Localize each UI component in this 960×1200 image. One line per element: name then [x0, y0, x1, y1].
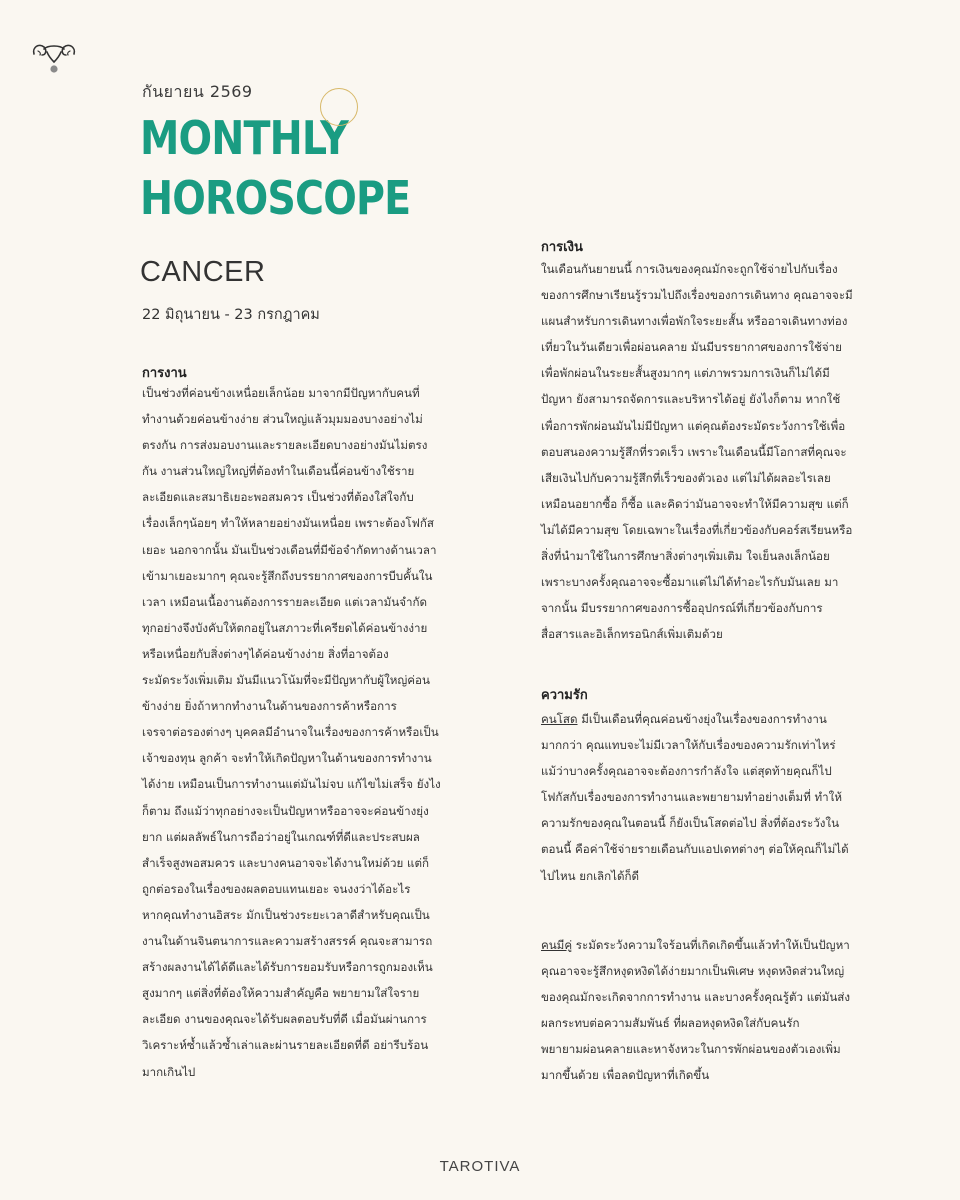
text-line: สื่อสารและอิเล็กทรอนิกส์เพิ่มเติมด้วย: [541, 627, 723, 642]
text-line: หากคุณทำงานอิสระ มักเป็นช่วงระยะเวลาดีสำหรับคุณเป็น: [142, 908, 430, 922]
text-line: ทำงานด้วยค่อนข้างง่าย ส่วนใหญ่แล้วมุมมองบางอย่างไม่: [142, 412, 423, 427]
couple-label: คนมีคู่: [541, 938, 573, 952]
single-label: คนโสด: [541, 712, 578, 726]
text-line: เจรจาต่อรองต่างๆ บุคคลมีอำนาจในเรื่องของการค้าหรือเป็น: [142, 725, 439, 740]
zodiac-sign: CANCER: [140, 256, 266, 288]
text-line: ก็ตาม ถึงแม้ว่าทุกอย่างจะเป็นปัญหาหรืออาจจะค่อนข้างยุ่ง: [142, 803, 429, 818]
text-line: ปัญหา ยังสามารถจัดการและบริหารได้อยู่ ยังไงก็ตาม หากใช้: [541, 392, 841, 407]
text-line: เจ้าของทุน ลูกค้า จะทำให้เกิดปัญหาในด้านของการทำงาน: [142, 751, 432, 766]
text-line: ละเอียด งานของคุณจะได้รับผลตอบรับที่ดี เมื่อมันผ่านการ: [142, 1012, 427, 1027]
text-line: เสียเงินไปกับความรู้สึกที่เร็วของตัวเอง แต่ไม่ได้ผลอะไรเลย: [541, 470, 831, 485]
text-line: เรื่องเล็กๆน้อยๆ ทำให้หลายอย่างมันเหนื่อย เพราะต้องโฟกัส: [142, 516, 434, 531]
finance-paragraph: [541, 256, 853, 647]
text-line: เป็นช่วงที่ค่อนข้างเหนื่อยเล็กน้อย มาจากมีปัญหากับคนที่: [142, 386, 420, 400]
text-line: งานในด้านจินตนาการและความสร้างสรรค์ คุณจะสามารถ: [142, 934, 433, 949]
text-line: ละเอียดและสมาธิเยอะพอสมควร เป็นช่วงที่ต้องใส่ใจกับ: [142, 490, 414, 505]
text-line: ทุกอย่างจึงบังคับให้ตกอยู่ในสภาวะที่เครียดได้ค่อนข้างง่าย: [142, 620, 428, 635]
love-single-line: ตอนนี้ คือค่าใช้จ่ายรายเดือนกับแอปเดทต่างๆ ต่อให้คุณก็ไม่ได้: [541, 842, 849, 857]
text-line: ในเดือนกันยายนนี้ การเงินของคุณมักจะถูกใช้จ่ายไปกับเรื่อง: [541, 262, 838, 276]
love-single-line: ความรักของคุณในตอนนี้ ก็ยังเป็นโสดต่อไป สิ่งที่ต้องระวังใน: [541, 816, 840, 831]
love-couple-line: ผลกระทบต่อความสัมพันธ์ ที่ผลอหงุดหงิดใส่กับคนรัก: [541, 1016, 800, 1031]
text-line: ไม่ได้มีความสุข โดยเฉพาะในเรื่องที่เกี่ยวข้องกับคอร์สเรียนหรือ: [541, 522, 853, 537]
month-year: กันยายน 2569: [142, 82, 253, 101]
text-line: ยาก แต่ผลลัพธ์ในการถือว่าอยู่ในเกณฑ์ที่ดีและประสบผล: [142, 829, 420, 844]
text-line: เที่ยวในวันเดียวเพื่อผ่อนคลาย มันมีบรรยากาศของการใช้จ่าย: [541, 340, 842, 355]
text-line: หรือเหนื่อยกับสิ่งต่างๆได้ค่อนข้างง่าย สิ่งที่อาจต้อง: [142, 646, 389, 661]
love-couple-line: พยายามผ่อนคลายและหาจังหวะในการพักผ่อนของตัวเองเพิ่ม: [541, 1042, 841, 1057]
love-single-line-1: คนโสด มีเป็นเดือนที่คุณค่อนข้างยุ่งในเรื่องของการทำงาน: [541, 712, 827, 726]
love-single-line: โฟกัสกับเรื่องของการทำงานและพยายามทำอย่างเต็มที่ ทำให้: [541, 790, 842, 805]
text-line: เพราะบางครั้งคุณอาจจะซื้อมาแต่ไม่ได้ทำอะไรกับมันเลย มา: [541, 575, 839, 590]
love-couple-paragraph: [541, 932, 850, 1089]
text-line: เข้ามาเยอะมากๆ คุณจะรู้สึกถึงบรรยากาศของการบีบคั้นใน: [142, 568, 433, 583]
text-line: ได้ง่าย เหมือนเป็นการทำงานแต่มันไม่จบ แก้ไขไม่เสร็จ ยังไง: [142, 777, 441, 792]
text-line: เยอะ นอกจากนั้น มันเป็นช่วงเดือนที่มีข้อจำกัดทางด้านเวลา: [142, 542, 437, 557]
title-line-1: MONTHLY: [140, 111, 348, 165]
love-couple-line: มากขึ้นด้วย เพื่อลดปัญหาที่เกิดขึ้น: [541, 1068, 710, 1083]
love-single-line: ไปไหน ยกเลิกได้ก็ดี: [541, 868, 640, 883]
text-line: ตอบสนองความรู้สึกที่รวดเร็ว เพราะในเดือนนี้มีโอกาสที่คุณจะ: [541, 444, 847, 459]
page-title: [140, 108, 410, 228]
love-couple-line: ของคุณมักจะเกิดจากการทำงาน และบางครั้งคุณรู้ตัว แต่มันส่ง: [541, 990, 851, 1005]
text-line: ของการศึกษาเรียนรู้รวมไปถึงเรื่องของการเดินทาง คุณอาจจะมี: [541, 288, 853, 303]
text-line: ถูกต่อรองในเรื่องของผลตอบแทนเยอะ จนงงว่าได้อะไร: [142, 881, 411, 896]
text-line: ระมัดระวังเพิ่มเติม มันมีแนวโน้มที่จะมีปัญหากับผู้ใหญ่ค่อน: [142, 673, 430, 688]
text-line: เพื่อการพักผ่อนมันไม่มีปัญหา แต่คุณต้องระมัดระวังการใช้เพื่อ: [541, 418, 846, 433]
text-line: มากเกินไป: [142, 1064, 196, 1079]
text-line: สร้างผลงานได้ได้ดีและได้รับการยอมรับหรือการถูกมองเห็น: [142, 960, 433, 975]
love-couple-line: คุณอาจจะรู้สึกหงุดหงิดได้ง่ายมากเป็นพิเศษ หงุดหงิดส่วนใหญ่: [541, 964, 845, 979]
text-line: ข้างง่าย ยิ่งถ้าหากทำงานในด้านของการค้าหรือการ: [142, 699, 397, 714]
text-line: แผนสำหรับการเดินทางเพื่อพักใจระยะสั้น หรืออาจเดินทางท่อง: [541, 314, 848, 329]
text-line: เหมือนอยากซื้อ ก็ซื้อ และคิดว่ามันอาจจะทำให้มีความสุข แต่ก็: [541, 496, 849, 511]
text-line: สูงมากๆ แต่สิ่งที่ต้องให้ความสำคัญคือ พยายามใส่ใจราย: [142, 986, 420, 1001]
text-line: จากนั้น มีบรรยากาศของการซื้ออุปกรณ์ที่เกี่ยวข้องกับการ: [541, 601, 823, 616]
title-line-2: HOROSCOPE: [140, 171, 411, 225]
brand-logo-icon: [30, 40, 78, 78]
love-couple-line-1: คนมีคู่ ระมัดระวังความใจร้อนที่เกิดเกิดขึ้นแล้วทำให้เป็นปัญหา: [541, 938, 850, 952]
work-heading: การงาน: [142, 366, 187, 381]
love-single-paragraph: [541, 706, 849, 889]
text-line: วิเคราะห์ซ้ำแล้วซ้ำเล่าและผ่านรายละเอียดที่ดี อย่ารีบร้อน: [142, 1038, 429, 1053]
love-single-line: แม้ว่าบางครั้งคุณอาจจะต้องการกำลังใจ แต่สุดท้ายคุณก็ไป: [541, 764, 832, 779]
footer-brand: TAROTIVA: [439, 1158, 521, 1175]
text-line: เวลา เหมือนเนื้องานต้องการรายละเอียด แต่เวลามันจำกัด: [142, 594, 428, 609]
decorative-ring: [320, 88, 358, 126]
zodiac-dates: 22 มิถุนายน - 23 กรกฎาคม: [142, 307, 320, 323]
text-line: เพื่อพักผ่อนในระยะสั้นสูงมากๆ แต่ภาพรวมการเงินก็ไม่ได้มี: [541, 366, 830, 381]
love-single-line: มากกว่า คุณแทบจะไม่มีเวลาให้กับเรื่องของความรักเท่าไหร่: [541, 738, 836, 753]
finance-heading: การเงิน: [541, 240, 583, 255]
text-line: กัน งานส่วนใหญ่ใหญ่ที่ต้องทำในเดือนนี้ค่อนข้างใช้ราย: [142, 464, 415, 479]
work-paragraph-1: [142, 380, 441, 902]
text-line: สิ่งที่นำมาใช้ในการศึกษาสิ่งต่างๆเพิ่มเติม ใจเย็นลงเล็กน้อย: [541, 549, 830, 564]
work-paragraph-2: [142, 902, 433, 1085]
love-heading: ความรัก: [541, 688, 588, 703]
text-line: สำเร็จสูงพอสมควร และบางคนอาจจะได้งานใหม่ด้วย แต่ก็: [142, 855, 430, 870]
text-line: ตรงกัน การส่งมอบงานและรายละเอียดบางอย่างมันไม่ตรง: [142, 438, 428, 453]
